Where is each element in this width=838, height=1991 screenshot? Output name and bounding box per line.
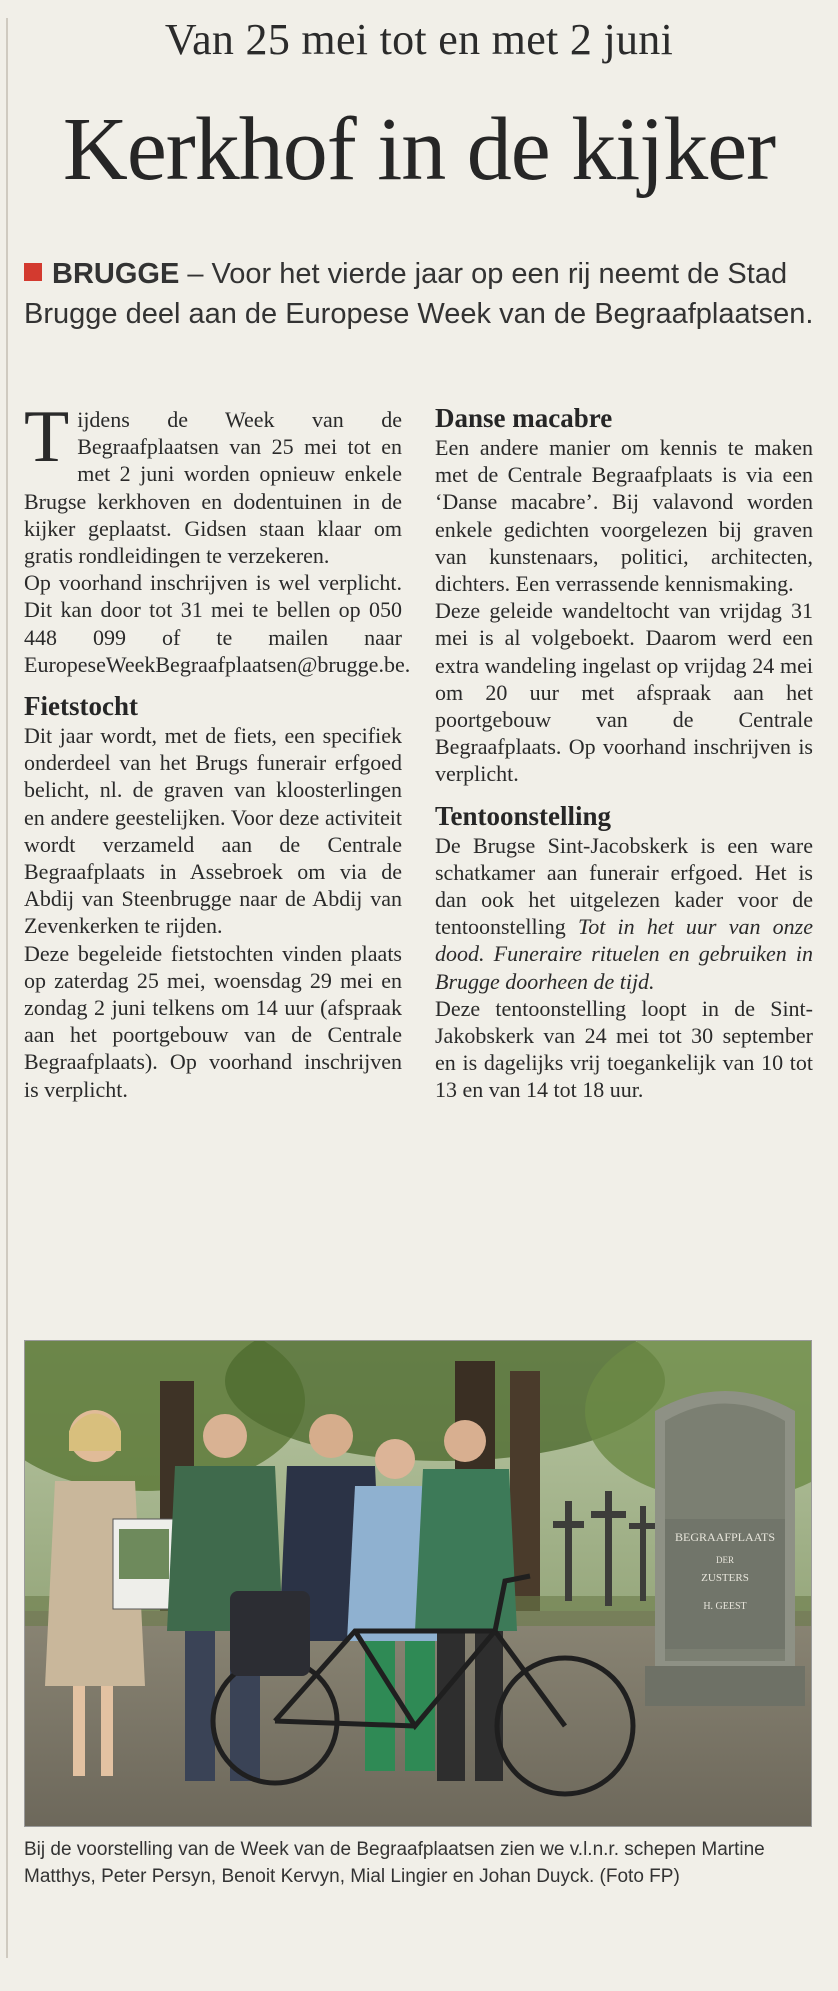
stone-line-4: H. GEEST (703, 1601, 747, 1612)
column-right (435, 403, 813, 1104)
red-square-icon (24, 263, 42, 281)
danse-paragraph-1: Een andere manier om kennis te maken met de Centrale Begraafplaats is via een ‘Danse macabre’. Bij valavond worden enkele gedichten voorgelezen bij graven van kunstenaars, politici, architecten, dichters. Een verrassende kennismaking. (435, 435, 813, 597)
lead-place: BRUGGE (52, 258, 180, 290)
kicker: Van 25 mei tot en met 2 juni (164, 15, 674, 64)
photo (24, 1340, 812, 1827)
fietstocht-paragraph-2: Deze begeleide fietstochten vinden plaats op zaterdag 25 mei, woensdag 29 mei en zondag 2 juni telkens om 14 uur (afspraak aan het poortgebouw van de Centrale Begraafplaats). Op voorhand inschrijven is verplicht. (24, 940, 402, 1102)
danse-paragraph-2: Deze geleide wandeltocht van vrijdag 31 mei is al volgeboekt. Daarom werd een extra wandeling ingelast op vrijdag 24 mei om 20 uur met afspraak aan het poortgebouw van de Centrale Begraafplaats. Op voorhand inschrijven is verplicht. (435, 598, 813, 787)
lead-paragraph (24, 254, 814, 334)
column-rule (6, 18, 8, 1958)
tentoonstelling-paragraph-1 (435, 832, 813, 995)
intro-paragraph (24, 396, 402, 569)
stone-line-2: DER (716, 1555, 734, 1565)
column-left (24, 396, 411, 1103)
bicycle-bag (230, 1591, 310, 1676)
lead-text: Voor het vierde jaar op een rij neemt de Stad Brugge deel aan de Europese Week van de Begraafplaatsen. (24, 258, 814, 330)
lead-dash: – (179, 258, 212, 290)
cemetery-photo-illustration (25, 1341, 811, 1826)
stone-line-3: ZUSTERS (701, 1572, 749, 1584)
intro-paragraph-2: Op voorhand inschrijven is wel verplicht. Dit kan door tot 31 mei te bellen op 050 448 099 of te mailen naar EuropeseWeekBegraafplaatsen@brugge.be. (24, 570, 411, 677)
heading-fietstocht: Fietstocht (24, 691, 138, 722)
fietstocht-paragraph-1: Dit jaar wordt, met de fiets, een specifiek onderdeel van het Brugs funerair erfgoed belicht, nl. de graven van kloosterlingen en andere geestelijken. Voor deze activiteit wordt verzameld aan de Centrale Begraafplaats in Assebroek om via de Abdij van Steenbrugge naar de Abdij van Zevenkerken te rijden. (24, 723, 402, 939)
exhibition-title: Tot in het uur van onze dood. Funeraire rituelen en gebruiken in Brugge doorheen de tijd. (435, 914, 813, 994)
dropcap: T (24, 396, 70, 478)
headline: Kerkhof in de kijker (62, 100, 776, 199)
heading-tentoonstelling: Tentoonstelling (435, 800, 612, 831)
stone-line-1: BEGRAAFPLAATS (674, 1530, 776, 1544)
tentoonstelling-paragraph-2: Deze tentoonstelling loopt in de Sint-Jakobskerk van 24 mei tot 30 september en is dagelijks vrij toegankelijk van 10 tot 13 en van 14 tot 18 uur. (435, 995, 813, 1103)
intro-text: ijdens de Week van de Begraafplaatsen van 25 mei tot en met 2 juni worden opnieuw enkele Brugse kerkhoven en dodentuinen in de kijker geplaatst. Gidsen staan klaar om gratis rondleidingen te verzekeren. (24, 407, 402, 569)
heading-danse-macabre: Danse macabre (435, 403, 613, 433)
photo-caption: Bij de voorstelling van de Week van de Begraafplaatsen zien we v.l.n.r. schepen Martine Matthys, Peter Persyn, Benoit Kervyn, Mial Lingier en Johan Duyck. (Foto FP) (24, 1839, 765, 1887)
tentoonstelling-text: De Brugse Sint-Jacobskerk is een ware schatkamer aan funerair erfgoed. Het is dan ook het uitgelezen kader voor de tentoonstelling (435, 832, 813, 940)
